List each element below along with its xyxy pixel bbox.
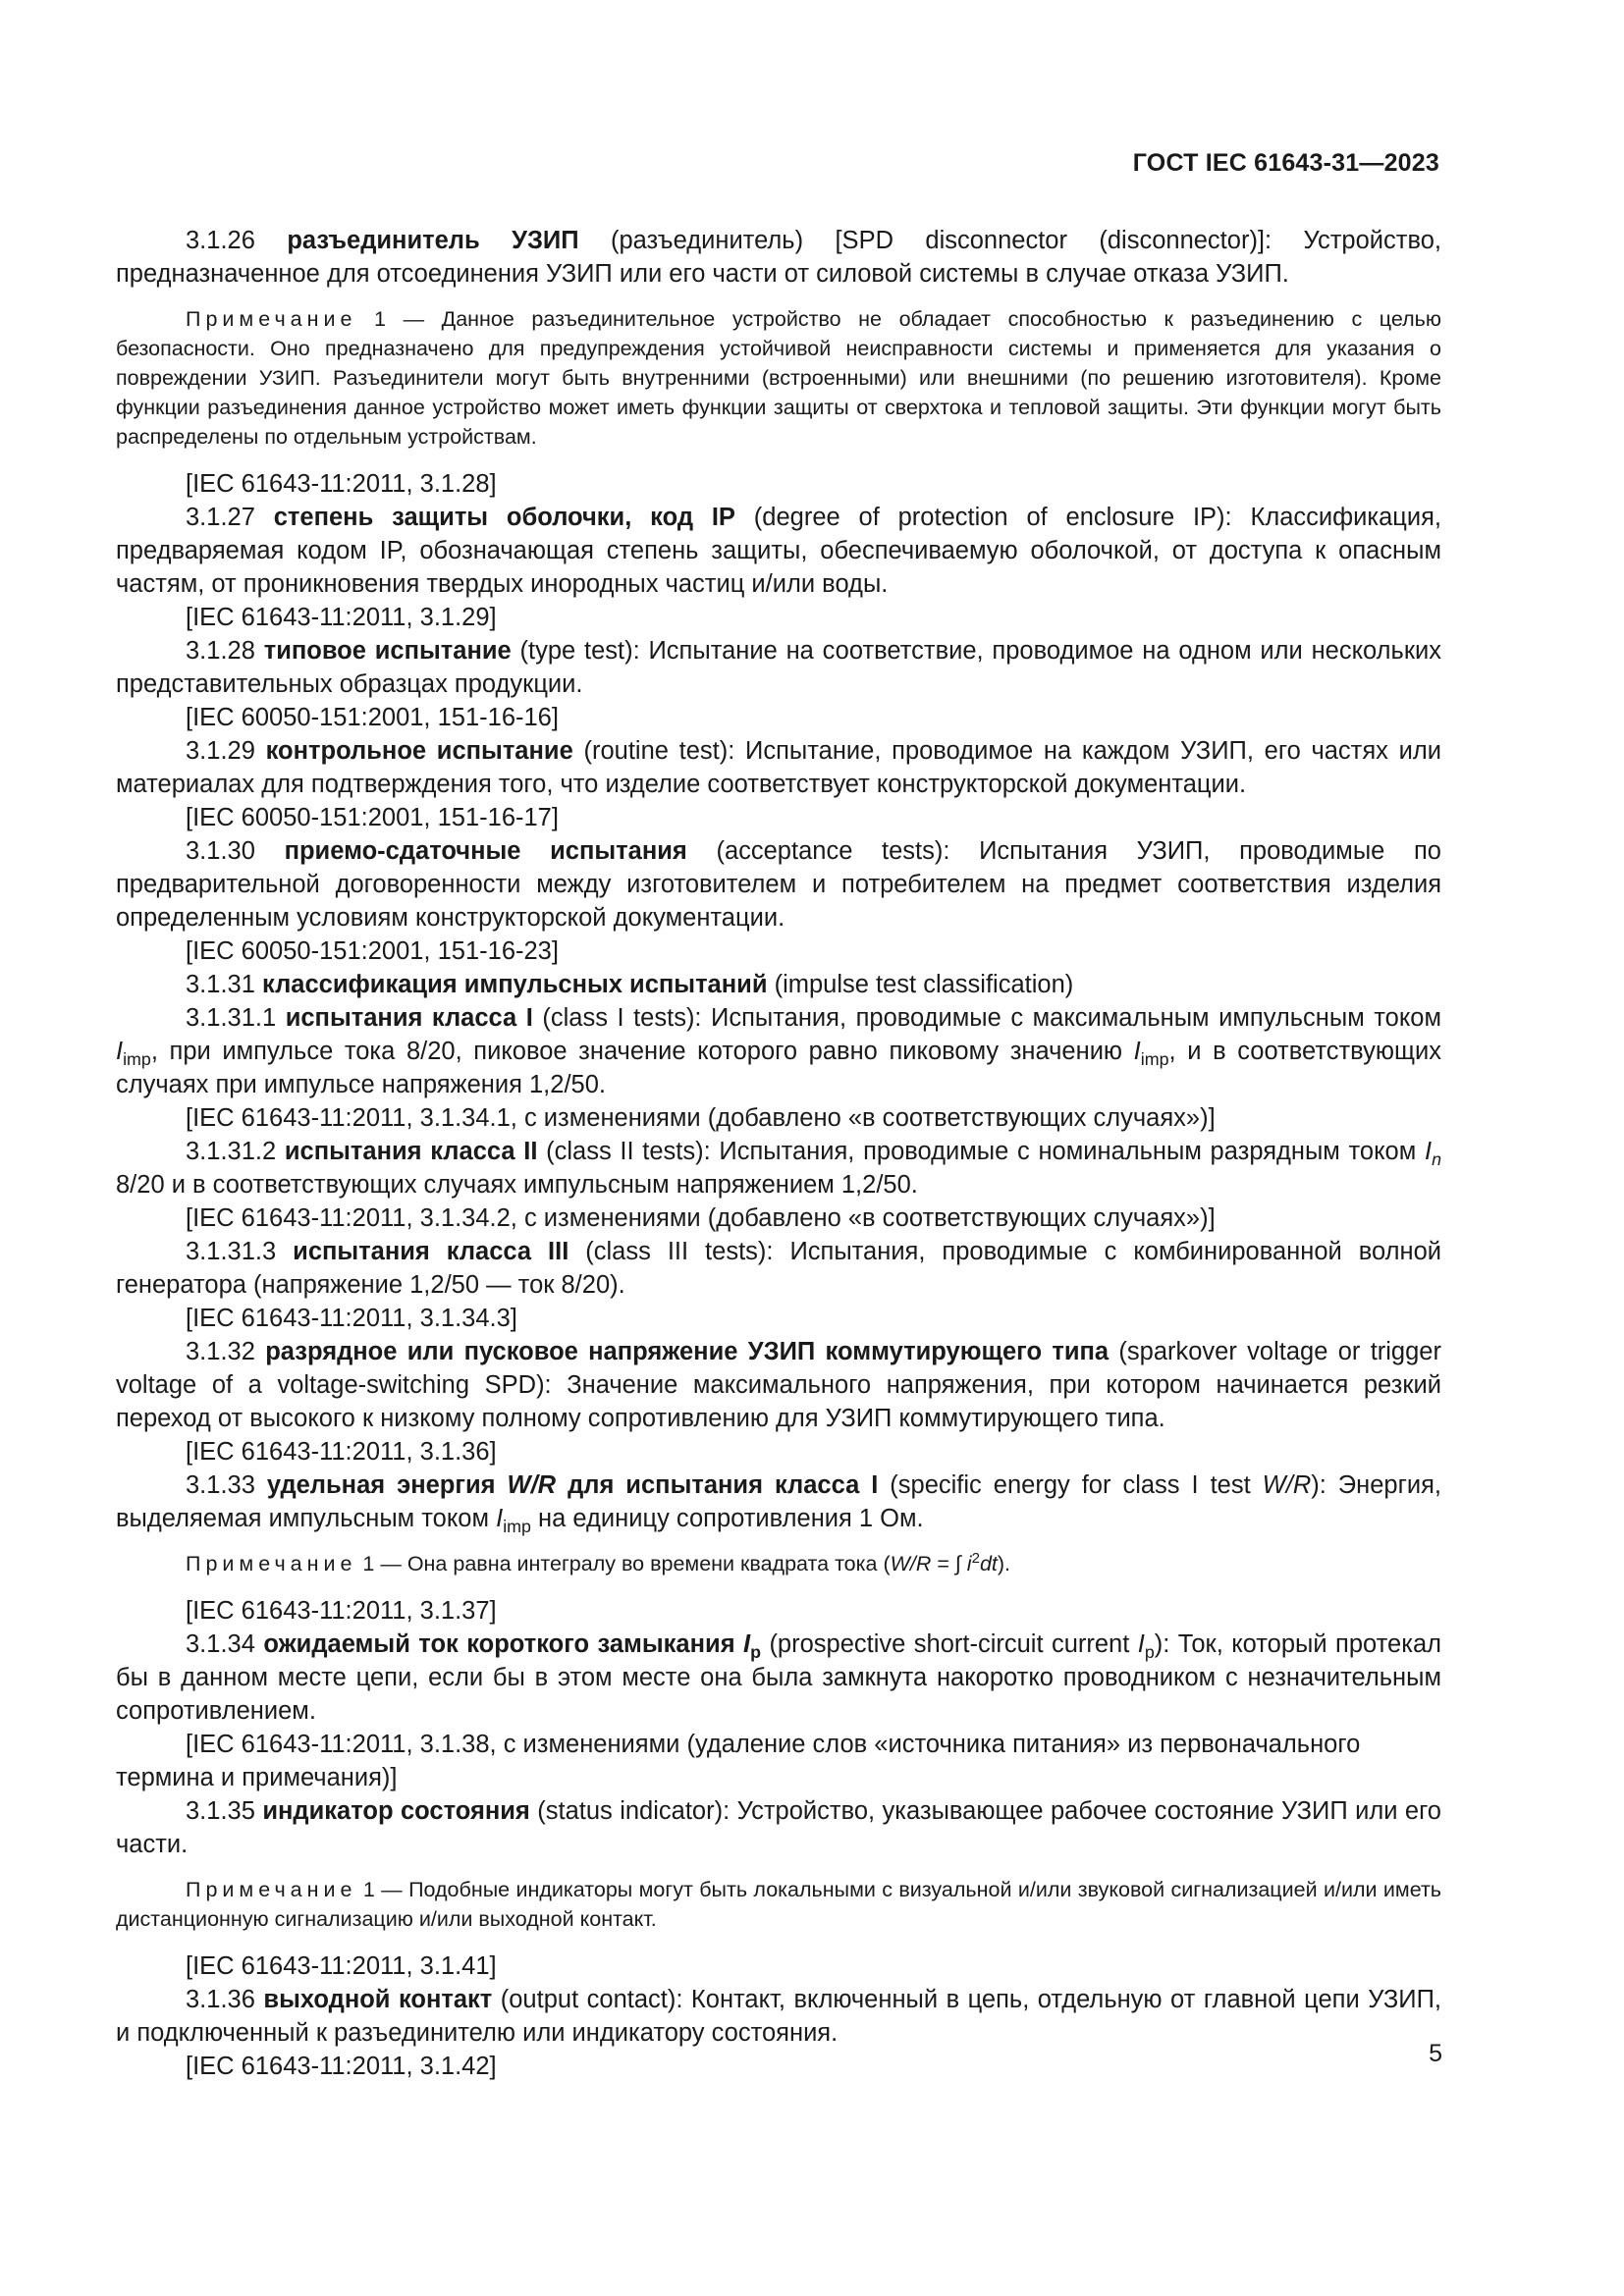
term-definition: (prospective short-circuit current xyxy=(761,1630,1138,1658)
subscript-imp: imp xyxy=(1140,1049,1169,1069)
symbol-i: I xyxy=(1133,1038,1141,1065)
reference: [IEC 61643-11:2011, 3.1.38, с изменениями (удаление слов «источника питания» из первоначального термина и примечания)] xyxy=(116,1731,1361,1791)
note-label: Примечание xyxy=(186,307,357,331)
reference: [IEC 60050-151:2001, 151-16-17] xyxy=(186,804,559,831)
term-definition: (разъединитель) [SPD disconnector (disconnector)]: Устройство, предназначенное для отсоединения УЗИП или его части от силовой системы в случае отказа УЗИП. xyxy=(116,227,1441,288)
superscript-2: 2 xyxy=(971,1550,980,1567)
subscript-n: n xyxy=(1432,1149,1441,1169)
term-definition: (class II tests): Испытания, проводимые с номинальным разрядным током xyxy=(537,1138,1425,1165)
clause-number: 3.1.34 xyxy=(186,1630,255,1658)
symbol-wr: W/R xyxy=(507,1471,557,1499)
reference: [IEC 61643-11:2011, 3.1.42] xyxy=(186,2053,497,2080)
reference: [IEC 61643-11:2011, 3.1.37] xyxy=(186,1597,497,1625)
clause-number: 3.1.35 xyxy=(186,1797,255,1825)
clause-number: 3.1.31 xyxy=(186,971,255,998)
symbol-dt: dt xyxy=(979,1552,998,1575)
term-definition: (class I tests): Испытания, проводимые с максимальным импульсным током xyxy=(532,1004,1441,1032)
term-definition: (output contact): Контакт, включенный в цепь, отдельную от главной цепи УЗИП, и подключенный к разъединителю или индикатору состояния. xyxy=(116,1986,1441,2047)
term-title-part: для испытания класса I xyxy=(556,1471,879,1499)
term-definition: (specific energy for class I test xyxy=(878,1471,1263,1499)
term-title: испытания класса I xyxy=(285,1004,533,1032)
document-body xyxy=(116,224,1441,2083)
reference: [IEC 61643-11:2011, 3.1.36] xyxy=(186,1438,497,1466)
standard-code-header: ГОСТ IEC 61643-31—2023 xyxy=(1132,149,1439,177)
note-text: ). xyxy=(997,1552,1011,1575)
term-title xyxy=(267,1471,878,1499)
term-title-part: ожидаемый ток короткого замыкания xyxy=(263,1630,744,1658)
term-3-1-31 xyxy=(116,968,1441,1001)
term-title: степень защиты оболочки, код IP xyxy=(273,504,735,531)
reference: [IEC 60050-151:2001, 151-16-16] xyxy=(186,704,559,731)
clause-number: 3.1.31.1 xyxy=(186,1004,277,1032)
clause-number: 3.1.27 xyxy=(186,504,255,531)
term-definition: (impulse test classification) xyxy=(767,971,1074,998)
reference: [IEC 61643-11:2011, 3.1.29] xyxy=(186,604,497,631)
subscript-p: p xyxy=(750,1642,762,1662)
term-3-1-30 xyxy=(116,834,1441,934)
symbol-i: I xyxy=(496,1505,504,1532)
term-title: разрядное или пусковое напряжение УЗИП коммутирующего типа xyxy=(265,1338,1110,1365)
term-definition: ): Энергия, выделяемая импульсным током xyxy=(116,1471,1442,1532)
term-definition: (class III tests): Испытания, проводимые с комбинированной волной генератора (напряжение 1,2/50 — ток 8/20). xyxy=(116,1238,1441,1299)
term-definition: (degree of protection of enclosure IP): Классификация, предваряемая кодом IP, обозначающая степень защиты, обеспечиваемую оболочкой, от доступа к опасным частям, от проникновения твердых инородных частиц и/или воды. xyxy=(116,504,1441,598)
term-title: испытания класса II xyxy=(284,1138,538,1165)
page-number: 5 xyxy=(1429,2040,1442,2067)
term-title: приемо-сдаточные испытания xyxy=(284,837,687,865)
term-title-part: удельная энергия xyxy=(266,1471,508,1499)
note-3-1-33 xyxy=(116,1549,1441,1578)
term-3-1-34 xyxy=(116,1628,1441,1728)
clause-number: 3.1.28 xyxy=(186,637,255,665)
note-text: 1 — Подобные индикаторы могут быть локальными с визуальной и/или звуковой сигнализацией и/или иметь дистанционную сигнализацию и/или выходной контакт. xyxy=(116,1878,1441,1931)
term-title xyxy=(263,1630,762,1662)
clause-number: 3.1.33 xyxy=(186,1471,255,1499)
symbol-i-lower: i xyxy=(966,1552,972,1575)
symbol-i: I xyxy=(743,1630,751,1658)
term-3-1-29 xyxy=(116,734,1441,801)
note-label: Примечание xyxy=(186,1552,357,1575)
subscript-imp: imp xyxy=(503,1517,531,1536)
term-definition: , при импульсе тока 8/20, пиковое значение которого равно пиковому значению xyxy=(150,1038,1134,1065)
reference: [IEC 61643-11:2011, 3.1.34.1, с изменениями (добавлено «в соответствующих случаях»)] xyxy=(186,1104,1216,1132)
reference: [IEC 61643-11:2011, 3.1.28] xyxy=(186,470,497,498)
term-definition: (acceptance tests): Испытания УЗИП, проводимые по предварительной договоренности между изготовителем и потребителем на предмет соответствия изделия определенным условиям конструкторской документации. xyxy=(116,837,1441,932)
term-3-1-35 xyxy=(116,1794,1441,1861)
reference: [IEC 61643-11:2011, 3.1.34.3] xyxy=(186,1305,517,1332)
term-3-1-27 xyxy=(116,501,1441,601)
clause-number: 3.1.31.3 xyxy=(186,1238,277,1265)
term-3-1-26 xyxy=(116,224,1441,291)
term-title: контрольное испытание xyxy=(265,737,573,765)
clause-number: 3.1.31.2 xyxy=(186,1138,277,1165)
note-3-1-35 xyxy=(116,1875,1441,1934)
clause-number: 3.1.29 xyxy=(186,737,255,765)
subscript-imp: imp xyxy=(123,1049,151,1069)
term-3-1-36 xyxy=(116,1983,1441,2050)
term-title: выходной контакт xyxy=(263,1986,493,2013)
symbol-i: I xyxy=(116,1038,124,1065)
term-3-1-31-3 xyxy=(116,1235,1441,1302)
term-title: разъединитель УЗИП xyxy=(287,227,579,254)
note-3-1-26 xyxy=(116,304,1441,452)
term-definition: на единицу сопротивления 1 Ом. xyxy=(530,1505,924,1532)
term-definition: (type test): Испытание на соответствие, проводимое на одном или нескольких представительных образцах продукции. xyxy=(116,637,1441,698)
term-3-1-31-2 xyxy=(116,1135,1441,1201)
symbol-i: I xyxy=(1137,1630,1145,1658)
integral-sign: = ∫ xyxy=(931,1552,967,1575)
term-title: классификация импульсных испытаний xyxy=(262,971,768,998)
term-definition: (routine test): Испытание, проводимое на каждом УЗИП, его частях или материалах для подтверждения того, что изделие соответствует конструкторской документации. xyxy=(116,737,1442,798)
clause-number: 3.1.30 xyxy=(186,837,255,865)
term-definition: , и в соответствующих случаях при импульсе напряжения 1,2/50. xyxy=(116,1038,1441,1098)
term-definition: (status indicator): Устройство, указывающее рабочее состояние УЗИП или его части. xyxy=(116,1797,1441,1858)
term-3-1-31-1 xyxy=(116,1001,1441,1101)
term-definition: (sparkover voltage or trigger voltage of a voltage-switching SPD): Значение максимального напряжения, при котором начинается резкий переход от высокого к низкому полному сопротивлению для УЗИП коммутирующего типа. xyxy=(116,1338,1441,1432)
symbol-i: I xyxy=(1424,1138,1433,1165)
reference: [IEC 61643-11:2011, 3.1.41] xyxy=(186,1952,497,1980)
subscript-p: p xyxy=(1144,1642,1155,1662)
clause-number: 3.1.26 xyxy=(186,227,255,254)
term-definition: ): Ток, который протекал бы в данном месте цепи, если бы в этом месте она была замкнута накоротко проводником с незначительным сопротивлением. xyxy=(116,1630,1441,1725)
term-title: испытания класса III xyxy=(293,1238,569,1265)
note-text: 1 — Она равна интегралу во времени квадрата тока ( xyxy=(356,1552,891,1575)
term-title: типовое испытание xyxy=(263,637,512,665)
reference: [IEC 61643-11:2011, 3.1.34.2, с изменениями (добавлено «в соответствующих случаях»)] xyxy=(186,1204,1216,1232)
term-3-1-28 xyxy=(116,634,1441,701)
clause-number: 3.1.32 xyxy=(186,1338,255,1365)
note-text: 1 — Данное разъединительное устройство не обладает способностью к разъединению с целью безопасности. Оно предназначено для предупреждения устойчивой неисправности системы и применяется для указания о повреждении УЗИП. Разъединители могут быть внутренними (встроенными) или внешними (по решению изготовителя). Кроме функции разъединения данное устройство может иметь функции защиты от сверхтока и тепловой защиты. Эти функции могут быть распределены по отдельным устройствам. xyxy=(116,307,1441,449)
term-title: индикатор состояния xyxy=(262,1797,530,1825)
clause-number: 3.1.36 xyxy=(186,1986,255,2013)
term-3-1-32 xyxy=(116,1335,1441,1435)
term-definition: 8/20 и в соответствующих случаях импульсным напряжением 1,2/50. xyxy=(116,1171,918,1199)
note-label: Примечание xyxy=(186,1878,357,1901)
symbol-wr: W/R xyxy=(1262,1471,1312,1499)
reference: [IEC 60050-151:2001, 151-16-23] xyxy=(186,937,559,965)
symbol-wr: W/R xyxy=(890,1552,932,1575)
term-3-1-33 xyxy=(116,1468,1441,1535)
